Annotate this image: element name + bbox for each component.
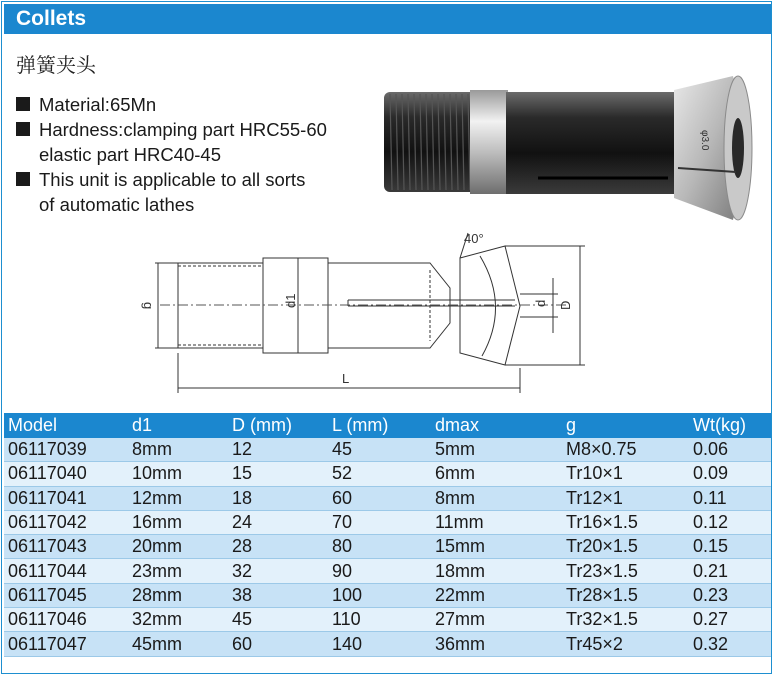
cell-weight: 0.15 <box>693 536 729 557</box>
cell-d1: 23mm <box>132 560 183 581</box>
cell-L: 140 <box>332 633 363 654</box>
header-d1: d1 <box>132 415 153 435</box>
cell-weight: 0.09 <box>693 463 729 484</box>
cell-D: 60 <box>232 633 253 654</box>
collet-bore <box>732 118 744 178</box>
dim-label-d: d <box>533 299 548 307</box>
cell-model: 06117044 <box>8 560 87 581</box>
cell-weight: 0.21 <box>693 560 729 581</box>
cell-model: 06117046 <box>8 609 87 630</box>
cell-D: 12 <box>232 439 253 460</box>
dim-label-L: L <box>342 371 350 386</box>
cell-g: Tr23×1.5 <box>566 560 638 581</box>
cell-model: 06117042 <box>8 512 87 533</box>
table-row <box>4 438 771 462</box>
cell-g: Tr16×1.5 <box>566 512 638 533</box>
table-row <box>4 559 771 583</box>
angle-label: 40° <box>464 231 484 246</box>
title-bar <box>4 4 771 34</box>
dim-label-d1: d1 <box>283 293 298 308</box>
header-model: Model <box>8 415 58 435</box>
product-marking: φ3.0 <box>699 130 710 151</box>
table-row <box>4 535 771 559</box>
page-title: Collets <box>16 7 87 30</box>
cell-D: 45 <box>232 609 253 630</box>
table-body <box>4 438 771 657</box>
cell-D: 28 <box>232 536 253 557</box>
feature-hardness <box>16 117 386 167</box>
feature-line: This unit is applicable to all sorts <box>39 169 306 190</box>
cell-g: Tr32×1.5 <box>566 609 638 630</box>
cell-D: 18 <box>232 487 253 508</box>
table-row <box>4 462 771 486</box>
feature-line: elastic part HRC40-45 <box>39 144 221 165</box>
header-g: g <box>566 415 577 435</box>
cell-dmax: 6mm <box>435 463 475 484</box>
dim-label-D: D <box>558 300 573 310</box>
cell-dmax: 15mm <box>435 536 486 557</box>
chinese-subtitle: 弹簧夹头 <box>16 53 96 77</box>
cell-D: 15 <box>232 463 253 484</box>
feature-list <box>16 92 386 217</box>
feature-line: of automatic lathes <box>39 194 195 215</box>
header-dmax: dmax <box>435 415 480 435</box>
header-weight: Wt(kg) <box>693 415 746 435</box>
collet-photo <box>378 50 763 230</box>
cell-dmax: 11mm <box>435 512 484 533</box>
cell-dmax: 36mm <box>435 633 486 654</box>
cell-weight: 0.27 <box>693 609 729 630</box>
cell-model: 06117040 <box>8 463 87 484</box>
table-row <box>4 511 771 535</box>
cell-d1: 20mm <box>132 536 183 557</box>
cell-g: Tr20×1.5 <box>566 536 638 557</box>
bullet-square-icon <box>16 97 30 111</box>
cell-weight: 0.06 <box>693 439 729 460</box>
cell-g: M8×0.75 <box>566 439 637 460</box>
header-L: L (mm) <box>332 415 389 435</box>
cell-model: 06117047 <box>8 633 87 654</box>
cell-L: 60 <box>332 487 353 508</box>
cell-dmax: 5mm <box>435 439 475 460</box>
feature-applicability <box>16 167 386 217</box>
technical-drawing <box>130 228 600 398</box>
cell-L: 110 <box>332 609 361 630</box>
cell-dmax: 22mm <box>435 584 486 605</box>
bullet-square-icon <box>16 122 30 136</box>
cell-d1: 32mm <box>132 609 183 630</box>
bullet-square-icon <box>16 172 30 186</box>
cell-weight: 0.11 <box>693 487 727 508</box>
cell-dmax: 18mm <box>435 560 486 581</box>
cell-model: 06117043 <box>8 536 87 557</box>
cell-D: 38 <box>232 584 253 605</box>
cell-dmax: 8mm <box>435 487 475 508</box>
cell-g: Tr10×1 <box>566 463 623 484</box>
cell-L: 70 <box>332 512 353 533</box>
cell-L: 52 <box>332 463 353 484</box>
cell-d1: 12mm <box>132 487 183 508</box>
cell-model: 06117045 <box>8 584 87 605</box>
cell-d1: 10mm <box>132 463 183 484</box>
cell-g: Tr28×1.5 <box>566 584 638 605</box>
cell-weight: 0.23 <box>693 584 729 605</box>
cell-model: 06117039 <box>8 439 87 460</box>
cell-D: 24 <box>232 512 253 533</box>
cell-dmax: 27mm <box>435 609 486 630</box>
cell-d1: 28mm <box>132 584 183 605</box>
cell-g: Tr45×2 <box>566 633 623 654</box>
cell-L: 45 <box>332 439 353 460</box>
spec-table <box>4 413 771 657</box>
table-row <box>4 487 771 511</box>
cell-g: Tr12×1 <box>566 487 623 508</box>
cell-d1: 16mm <box>132 512 183 533</box>
table-row <box>4 584 771 608</box>
cell-L: 80 <box>332 536 353 557</box>
feature-material <box>16 92 386 117</box>
cell-d1: 8mm <box>132 439 172 460</box>
steel-band <box>470 90 508 194</box>
table-row <box>4 608 771 632</box>
cell-weight: 0.12 <box>693 512 729 533</box>
dim-label-g: g <box>141 302 156 310</box>
cell-d1: 45mm <box>132 633 183 654</box>
cell-L: 90 <box>332 560 353 581</box>
table-row <box>4 632 771 656</box>
cell-D: 32 <box>232 560 253 581</box>
feature-line: Material:65Mn <box>39 94 157 115</box>
cell-model: 06117041 <box>8 487 87 508</box>
feature-line: Hardness:clamping part HRC55-60 <box>39 119 327 140</box>
header-D: D (mm) <box>232 415 292 435</box>
cell-L: 100 <box>332 584 363 605</box>
table-header <box>4 413 771 438</box>
cell-weight: 0.32 <box>693 633 729 654</box>
